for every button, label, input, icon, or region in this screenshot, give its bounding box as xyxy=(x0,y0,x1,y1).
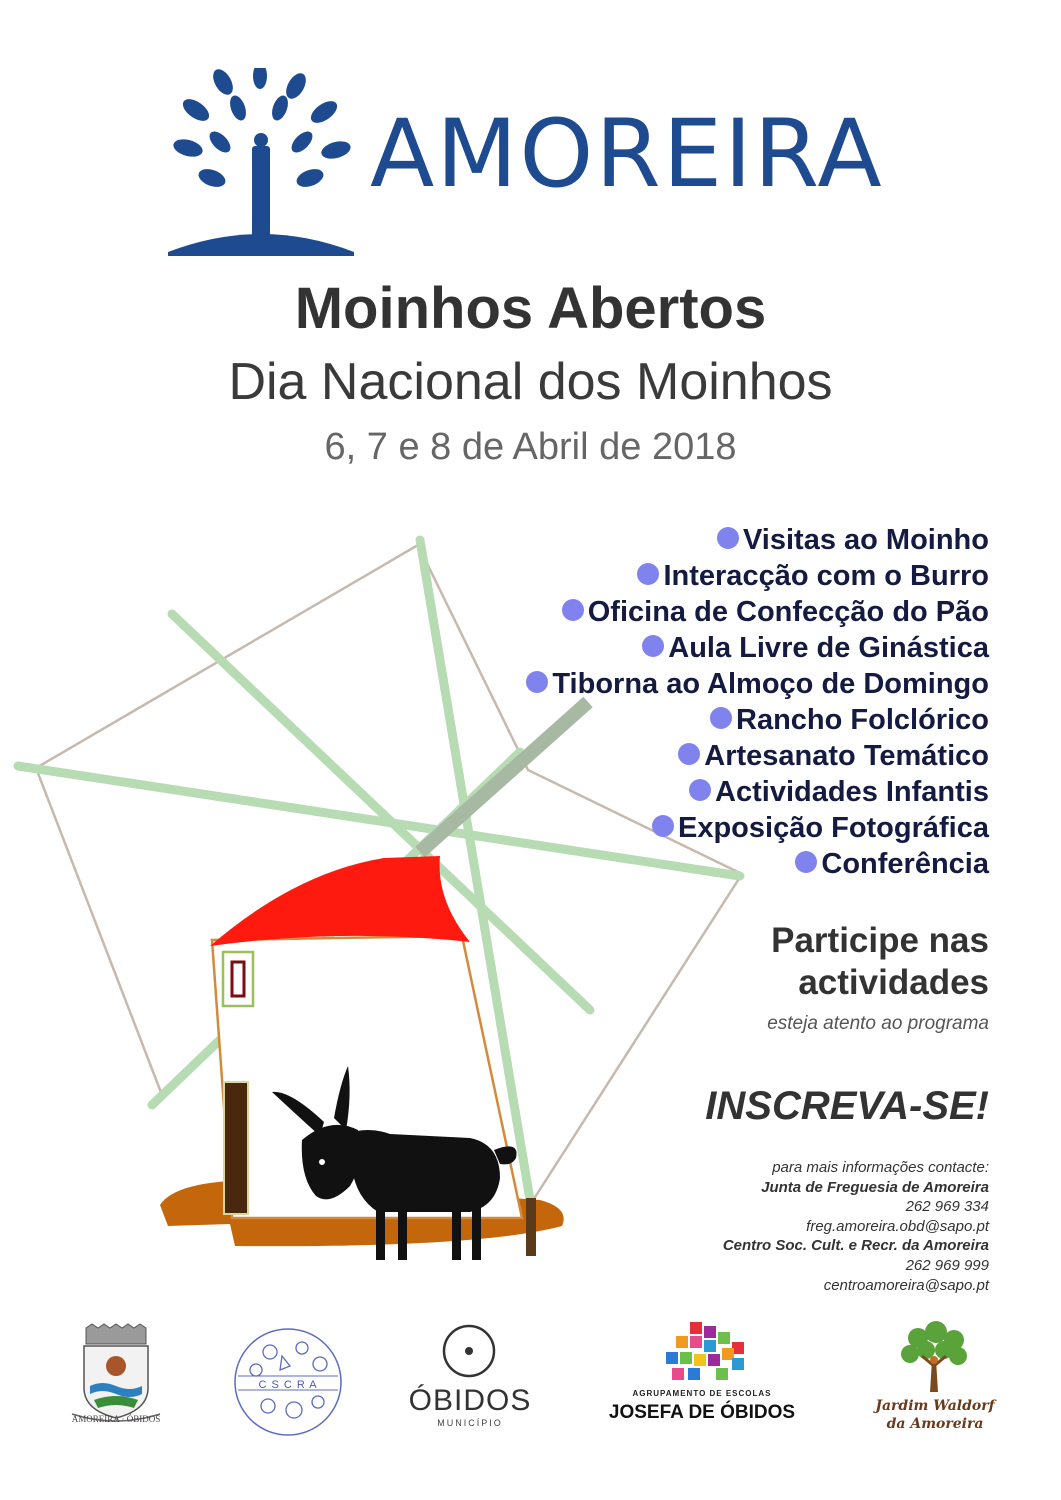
activity-item: Interacção com o Burro xyxy=(526,558,989,594)
contact-phone: 262 969 999 xyxy=(905,1256,989,1274)
participate-heading: Participe nas actividades xyxy=(771,921,989,1002)
activities-list xyxy=(526,522,989,882)
contact-email: freg.amoreira.obd@sapo.pt xyxy=(806,1217,989,1235)
activity-item: Tiborna ao Almoço de Domingo xyxy=(526,666,989,702)
activity-item: Artesanato Temático xyxy=(526,738,989,774)
obidos-subtitle: MUNICÍPIO xyxy=(437,1418,503,1428)
program-note: esteja atento ao programa xyxy=(767,1013,989,1034)
bullet-icon xyxy=(526,671,548,693)
bullet-icon xyxy=(642,635,664,657)
bullet-icon xyxy=(652,815,674,837)
activity-item: Visitas ao Moinho xyxy=(526,522,989,558)
activity-item: Actividades Infantis xyxy=(526,774,989,810)
contact-block xyxy=(723,1158,989,1295)
contact-phone: 262 969 334 xyxy=(905,1198,989,1216)
activity-item: Rancho Folclórico xyxy=(526,702,989,738)
event-subtitle: Dia Nacional dos Moinhos xyxy=(228,353,833,411)
event-title: Moinhos Abertos xyxy=(294,276,767,341)
windmill-door xyxy=(224,1082,248,1214)
signup-heading: INSCREVA-SE! xyxy=(705,1084,989,1128)
contact-intro: para mais informações contacte: xyxy=(772,1159,989,1176)
school-cubes-logo xyxy=(666,1322,748,1384)
amoreira-tree-logo xyxy=(168,68,358,256)
obidos-name: ÓBIDOS xyxy=(408,1384,532,1417)
activity-item: Aula Livre de Ginástica xyxy=(526,630,989,666)
obidos-circle-icon xyxy=(440,1322,498,1380)
school-name: JOSEFA DE ÓBIDOS xyxy=(608,1402,796,1423)
bullet-icon xyxy=(562,599,584,621)
school-group-label: AGRUPAMENTO DE ESCOLAS xyxy=(632,1389,772,1398)
windmill-roof xyxy=(210,856,470,946)
contact-org-name: Centro Soc. Cult. e Recr. da Amoreira xyxy=(722,1237,989,1255)
waldorf-tree-logo xyxy=(896,1320,972,1396)
bullet-icon xyxy=(710,707,732,729)
activity-item: Exposição Fotográfica xyxy=(526,810,989,846)
bullet-icon xyxy=(689,779,711,801)
bullet-icon xyxy=(678,743,700,765)
waldorf-line2: da Amoreira xyxy=(886,1416,984,1432)
amoreira-coat-of-arms-logo xyxy=(68,1322,164,1428)
brand-name: AMOREIRA xyxy=(370,100,884,209)
bullet-icon xyxy=(637,563,659,585)
bullet-icon xyxy=(717,527,739,549)
bullet-icon xyxy=(795,851,817,873)
coat-of-arms-caption: AMOREIRA · ÓBIDOS xyxy=(71,1414,161,1424)
waldorf-line1: Jardim Waldorf xyxy=(875,1398,995,1414)
cscra-label: C S C R A xyxy=(258,1379,318,1391)
contact-email: centroamoreira@sapo.pt xyxy=(823,1276,989,1294)
event-dates: 6, 7 e 8 de Abril de 2018 xyxy=(324,426,737,468)
activity-item: Oficina de Confecção do Pão xyxy=(526,594,989,630)
activity-item: Conferência xyxy=(526,846,989,882)
contact-org-name: Junta de Freguesia de Amoreira xyxy=(761,1178,989,1196)
